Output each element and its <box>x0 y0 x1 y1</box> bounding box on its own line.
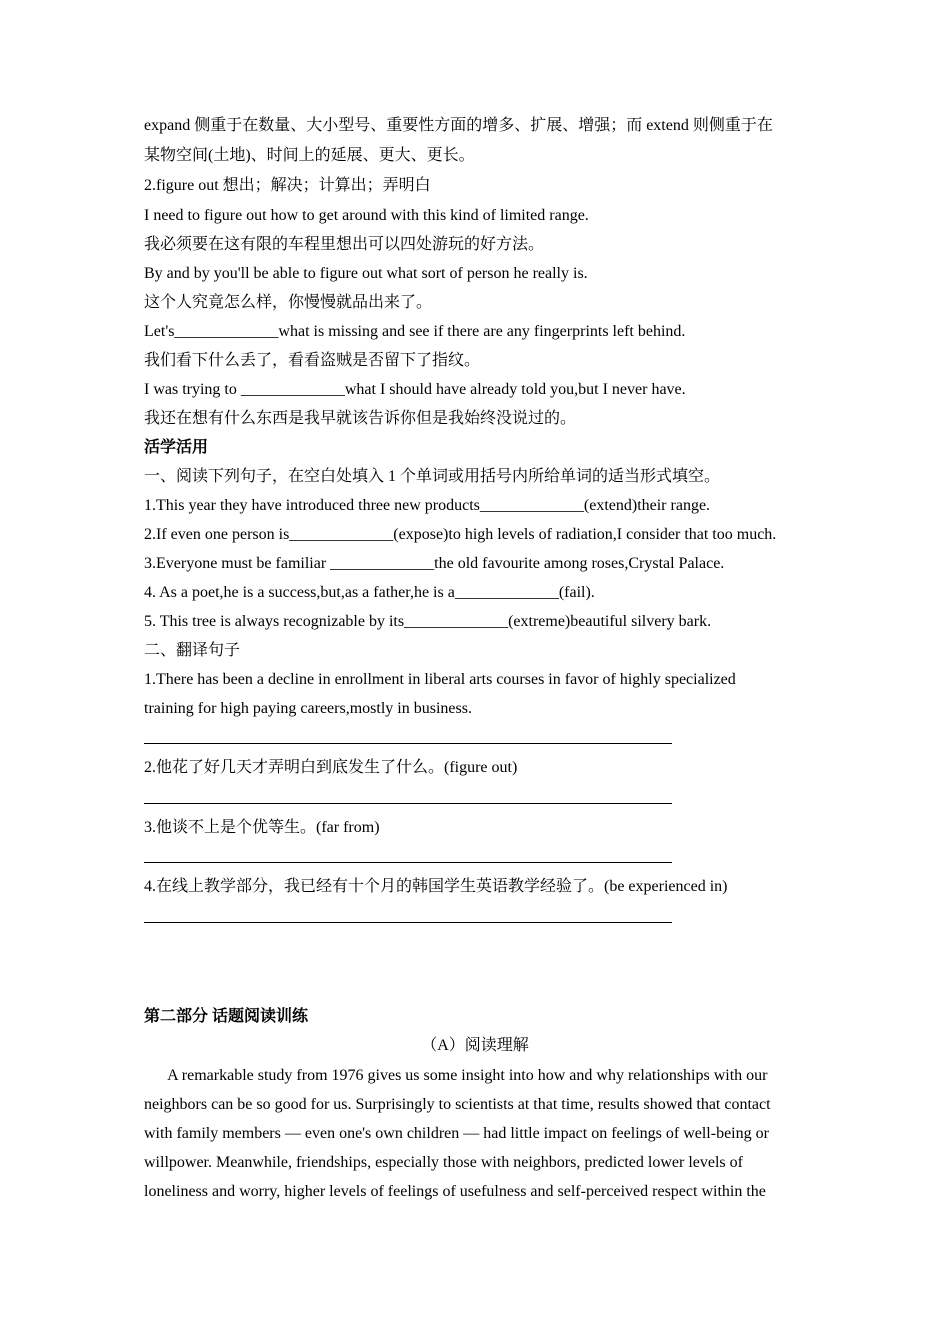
figure-out-heading: 2.figure out 想出；解决；计算出；弄明白 <box>144 177 431 194</box>
answer-line-1 <box>144 743 672 744</box>
fill-item-5: 5. This tree is always recognizable by its_____________(extreme)beautiful silvery bark. <box>144 613 712 630</box>
translate-2: 2.他花了好几天才弄明白到底发生了什么。(figure out) <box>144 759 518 776</box>
translate-4: 4.在线上教学部分，我已经有十个月的韩国学生英语教学经验了。(be experienced in) <box>144 878 728 895</box>
fill-item-3: 3.Everyone must be familiar _____________the old favourite among roses,Crystal Palace. <box>144 555 725 572</box>
passage-line-4: willpower. Meanwhile, friendships, especially those with neighbors, predicted lower levels of <box>144 1154 743 1171</box>
expand-note-line-2: 某物空间(土地)、时间上的延展、更大、更长。 <box>144 147 475 164</box>
fill-item-2: 2.If even one person is_____________(expose)to high levels of radiation,I consider that too much. <box>144 526 777 543</box>
answer-line-3 <box>144 862 672 863</box>
example-3-chinese: 我们看下什么丢了，看看盗贼是否留下了指纹。 <box>144 352 481 369</box>
part2-heading: 二、翻译句子 <box>144 642 241 659</box>
passage-line-1: A remarkable study from 1976 gives us some insight into how and why relationships with our <box>144 1067 768 1084</box>
reading-subheading: （A）阅读理解 <box>421 1037 529 1054</box>
section-heading: 第二部分 话题阅读训练 <box>144 1008 309 1025</box>
translate-3: 3.他谈不上是个优等生。(far from) <box>144 819 380 836</box>
passage-line-5: loneliness and worry, higher levels of feelings of usefulness and self-perceived respect within the <box>144 1183 766 1200</box>
part1-instruction: 一、阅读下列句子，在空白处填入 1 个单词或用括号内所给单词的适当形式填空。 <box>144 468 721 485</box>
fill-item-1: 1.This year they have introduced three new products_____________(extend)their range. <box>144 497 711 514</box>
passage-line-3: with family members — even one's own children — had little impact on feelings of well-being or <box>144 1125 769 1142</box>
example-4-chinese: 我还在想有什么东西是我早就该告诉你但是我始终没说过的。 <box>144 410 577 427</box>
answer-line-4 <box>144 922 672 923</box>
example-2-chinese: 这个人究竟怎么样，你慢慢就品出来了。 <box>144 294 433 311</box>
example-3-english: Let's_____________what is missing and see if there are any fingerprints left behind. <box>144 323 686 340</box>
practice-heading: 活学活用 <box>144 439 209 456</box>
example-4-english: I was trying to _____________what I should have already told you,but I never have. <box>144 381 686 398</box>
expand-note-line-1: expand 侧重于在数量、大小型号、重要性方面的增多、扩展、增强；而 extend 则侧重于在 <box>144 117 773 134</box>
answer-line-2 <box>144 803 672 804</box>
translate-1-line-2: training for high paying careers,mostly in business. <box>144 700 472 717</box>
translate-1-line-1: 1.There has been a decline in enrollment in liberal arts courses in favor of highly specialized <box>144 671 736 688</box>
example-2-english: By and by you'll be able to figure out what sort of person he really is. <box>144 265 588 282</box>
example-1-chinese: 我必须要在这有限的车程里想出可以四处游玩的好方法。 <box>144 236 545 253</box>
example-1-english: I need to figure out how to get around with this kind of limited range. <box>144 207 589 224</box>
passage-line-2: neighbors can be so good for us. Surprisingly to scientists at that time, results showed that contact <box>144 1096 771 1113</box>
fill-item-4: 4. As a poet,he is a success,but,as a father,he is a_____________(fail). <box>144 584 595 601</box>
